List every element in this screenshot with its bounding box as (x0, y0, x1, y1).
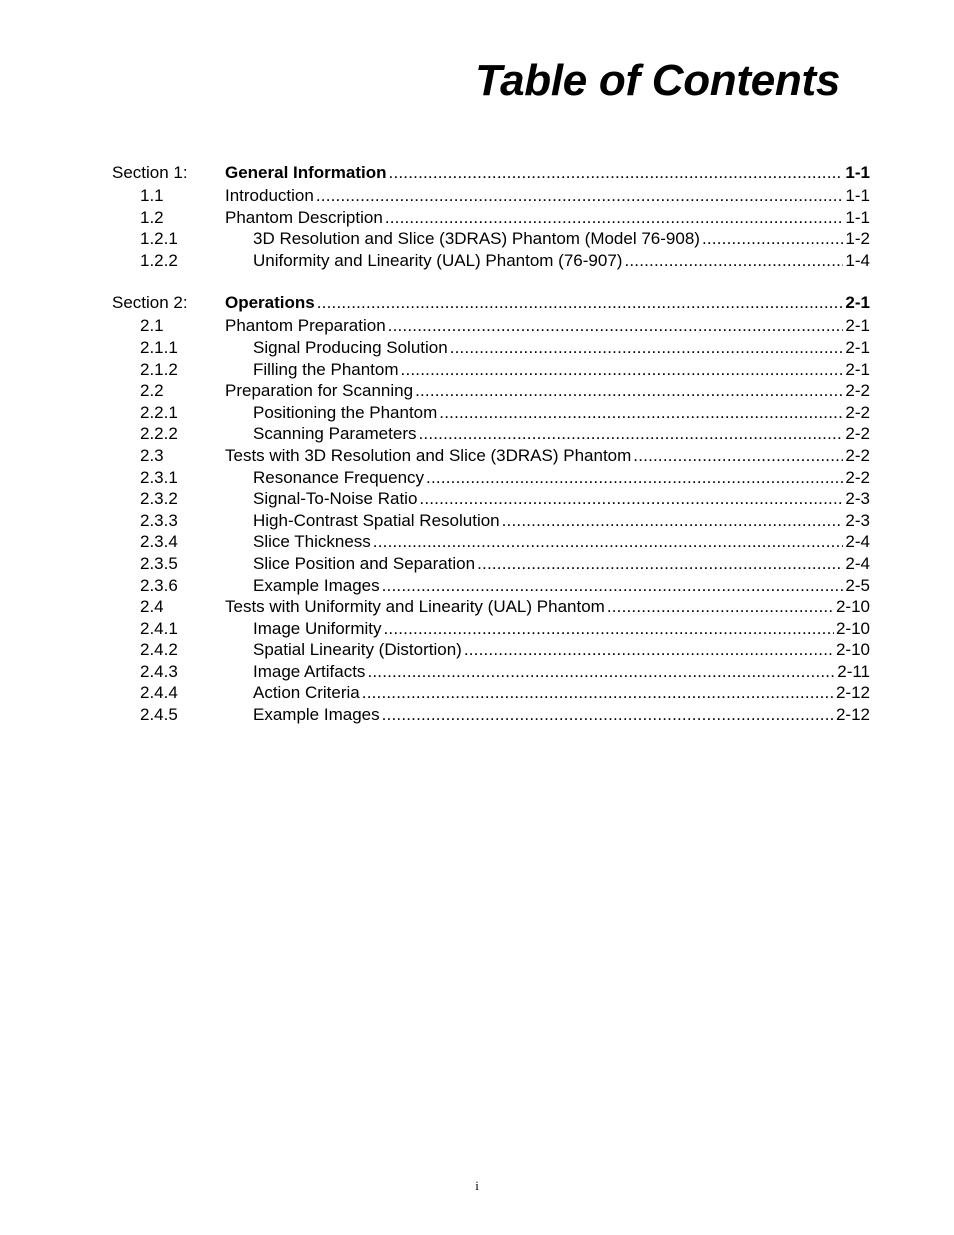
toc-entry-page: 2-3 (845, 510, 870, 530)
dot-leader (415, 380, 843, 402)
dot-leader (388, 315, 844, 337)
toc-entry-row[interactable] (112, 402, 870, 424)
dot-leader (426, 467, 843, 489)
toc-entry-page: 2-1 (845, 359, 870, 379)
toc-entry-number: 2.1 (140, 316, 164, 336)
dot-leader (383, 618, 833, 640)
toc-entry (225, 618, 870, 640)
toc-entry-title: Example Images (253, 575, 380, 595)
toc-entry-title: Tests with Uniformity and Linearity (UAL) Phantom (225, 597, 605, 617)
toc-entry-page: 2-12 (835, 705, 870, 725)
dot-leader (317, 292, 844, 314)
toc-entry-title: Signal Producing Solution (253, 337, 448, 357)
toc-entry-number: 2.3 (140, 445, 164, 465)
table-of-contents (112, 162, 870, 726)
toc-entry-title: Positioning the Phantom (253, 402, 438, 422)
toc-entry-page: 2-4 (845, 553, 870, 573)
toc-entry-page: 2-2 (845, 402, 870, 422)
dot-leader (439, 402, 843, 424)
toc-entry-page: 2-12 (835, 683, 870, 703)
toc-entry-page: 2-1 (845, 293, 870, 313)
toc-entry-row[interactable] (112, 682, 870, 704)
toc-entry (225, 162, 870, 184)
toc-entry-title: Scanning Parameters (253, 424, 417, 444)
toc-entry-page: 2-2 (845, 424, 870, 444)
toc-entry-page: 2-2 (845, 445, 870, 465)
toc-section-row[interactable] (112, 292, 870, 315)
toc-entry-title: Action Criteria (253, 683, 360, 703)
toc-entry (225, 337, 870, 359)
toc-entry (225, 531, 870, 553)
toc-entry (225, 402, 870, 424)
toc-entry (225, 596, 870, 618)
dot-leader (385, 207, 844, 229)
toc-entry-title: Phantom Preparation (225, 316, 386, 336)
toc-entry (225, 292, 870, 314)
toc-entry-number: 2.4 (140, 597, 164, 617)
toc-entry-number: 1.1 (140, 186, 164, 205)
toc-entry-row[interactable] (112, 596, 870, 618)
toc-entry-number: 2.2.1 (140, 402, 178, 422)
toc-entry-row[interactable] (112, 639, 870, 661)
toc-entry (225, 467, 870, 489)
toc-entry-title: Tests with 3D Resolution and Slice (3DRAS) Phantom (225, 445, 632, 465)
toc-entry (225, 185, 870, 207)
toc-entry-row[interactable] (112, 553, 870, 575)
dot-leader (633, 445, 843, 467)
toc-entry-row[interactable] (112, 575, 870, 597)
toc-entry (225, 228, 870, 250)
toc-entry-row[interactable] (112, 185, 870, 207)
toc-entry-page: 1-1 (845, 186, 870, 205)
toc-entry-number: 2.2 (140, 381, 164, 401)
toc-entry-title: Slice Thickness (253, 532, 371, 552)
toc-entry-row[interactable] (112, 661, 870, 683)
toc-entry-page: 2-3 (845, 489, 870, 509)
dot-leader (316, 185, 844, 207)
page-number: i (475, 1178, 479, 1193)
toc-entry-row[interactable] (112, 228, 870, 250)
toc-entry (225, 575, 870, 597)
toc-entry-row[interactable] (112, 250, 870, 272)
toc-entry-page: 2-4 (845, 532, 870, 552)
toc-entry-number: 1.2.1 (140, 229, 178, 249)
toc-entry-number: 1.2.2 (140, 250, 178, 270)
toc-entry-number: 2.1.1 (140, 337, 178, 357)
dot-leader (464, 639, 834, 661)
toc-entry-title: Image Uniformity (253, 618, 382, 638)
toc-entry-number: 2.4.1 (140, 618, 178, 638)
toc-entry-page: 2-5 (845, 575, 870, 595)
toc-entry-title: Operations (225, 293, 315, 313)
toc-entry (225, 250, 870, 272)
toc-entry-number: 2.4.3 (140, 661, 178, 681)
toc-entry-title: Phantom Description (225, 207, 383, 227)
toc-entry-row[interactable] (112, 445, 870, 467)
toc-entry (225, 207, 870, 229)
toc-entry (225, 359, 870, 381)
toc-entry-row[interactable] (112, 359, 870, 381)
toc-entry-number: 2.3.3 (140, 510, 178, 530)
toc-entry-title: Image Artifacts (253, 661, 366, 681)
dot-leader (401, 359, 844, 381)
dot-leader (477, 553, 843, 575)
toc-entry-number: 2.1.2 (140, 359, 178, 379)
toc-entry-number: 1.2 (140, 207, 164, 227)
toc-entry-title: Uniformity and Linearity (UAL) Phantom (76-907) (253, 250, 623, 270)
toc-entry-number: 2.2.2 (140, 424, 178, 444)
toc-entry-title: General Information (225, 163, 387, 182)
dot-leader (367, 661, 835, 683)
dot-leader (373, 531, 844, 553)
toc-entry-row[interactable] (112, 423, 870, 445)
toc-entry-number: 2.4.4 (140, 683, 178, 703)
toc-entry-title: Signal-To-Noise Ratio (253, 489, 418, 509)
dot-leader (418, 423, 843, 445)
toc-entry-title: Preparation for Scanning (225, 381, 414, 401)
toc-entry (225, 704, 870, 726)
dot-leader (382, 704, 834, 726)
toc-entry-title: Introduction (225, 186, 314, 205)
toc-entry-number: 2.3.1 (140, 467, 178, 487)
toc-entry-row[interactable] (112, 337, 870, 359)
toc-entry-title: High-Contrast Spatial Resolution (253, 510, 500, 530)
toc-entry-row[interactable] (112, 467, 870, 489)
toc-entry (225, 423, 870, 445)
dot-leader (607, 596, 834, 618)
toc-entry-number: Section 2: (112, 293, 188, 313)
dot-leader (502, 510, 844, 532)
toc-entry-row[interactable] (112, 380, 870, 402)
dot-leader (702, 228, 843, 250)
toc-entry-number: 2.3.2 (140, 489, 178, 509)
toc-entry-number: 2.4.2 (140, 640, 178, 660)
toc-entry-page: 2-10 (835, 597, 870, 617)
toc-entry-row[interactable] (112, 315, 870, 337)
toc-entry-row[interactable] (112, 531, 870, 553)
toc-entry-title: Resonance Frequency (253, 467, 425, 487)
toc-entry-row[interactable] (112, 510, 870, 532)
toc-section-row[interactable] (112, 162, 870, 185)
toc-entry-page: 2-1 (845, 337, 870, 357)
toc-entry (225, 488, 870, 510)
dot-leader (419, 488, 843, 510)
toc-entry-number: Section 1: (112, 163, 188, 182)
toc-entry-title: Filling the Phantom (253, 359, 399, 379)
toc-entry-title: Spatial Linearity (Distortion) (253, 640, 462, 660)
toc-entry (225, 553, 870, 575)
toc-entry-number: 2.3.4 (140, 532, 178, 552)
toc-entry (225, 380, 870, 402)
dot-leader (450, 337, 844, 359)
toc-entry-title: Slice Position and Separation (253, 553, 476, 573)
toc-entry-page: 1-2 (845, 229, 870, 249)
dot-leader (362, 682, 834, 704)
toc-entry (225, 639, 870, 661)
toc-entry-number: 2.4.5 (140, 705, 178, 725)
toc-entry-page: 2-10 (835, 618, 870, 638)
dot-leader (624, 250, 843, 272)
toc-entry-row[interactable] (112, 488, 870, 510)
toc-entry-row[interactable] (112, 704, 870, 726)
toc-entry-number: 2.3.5 (140, 553, 178, 573)
toc-entry (225, 661, 870, 683)
toc-entry-page: 2-2 (845, 381, 870, 401)
page-title: Table of Contents (475, 56, 840, 105)
toc-entry-page: 2-2 (845, 467, 870, 487)
toc-entry-page: 2-11 (837, 661, 870, 681)
toc-entry-page: 2-10 (835, 640, 870, 660)
toc-entry-page: 2-1 (845, 316, 870, 336)
toc-entry-page: 1-4 (845, 250, 870, 270)
toc-entry (225, 510, 870, 532)
toc-entry-row[interactable] (112, 618, 870, 640)
toc-entry-page: 1-1 (845, 163, 870, 182)
dot-leader (389, 162, 844, 184)
toc-entry-number: 2.3.6 (140, 575, 178, 595)
toc-entry (225, 682, 870, 704)
toc-entry-title: Example Images (253, 705, 380, 725)
toc-entry (225, 445, 870, 467)
toc-entry (225, 315, 870, 337)
toc-entry-row[interactable] (112, 207, 870, 229)
toc-entry-title: 3D Resolution and Slice (3DRAS) Phantom (Model 76-908) (253, 229, 700, 249)
toc-entry-page: 1-1 (845, 207, 870, 227)
dot-leader (382, 575, 844, 597)
